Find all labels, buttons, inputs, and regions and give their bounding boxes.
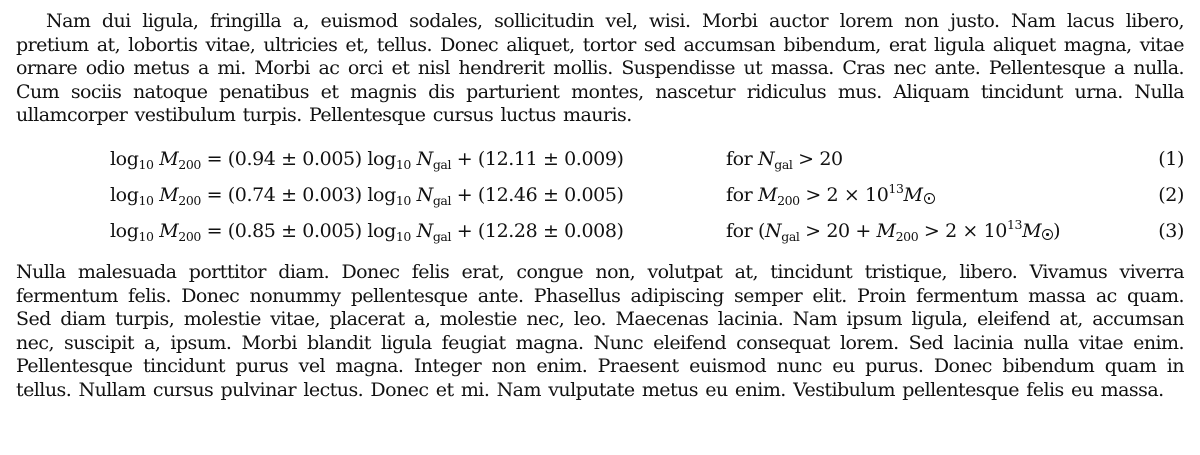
paragraph-intro: Nam dui ligula, fringilla a, euismod sodales, sollicitudin vel, wisi. Morbi auctor lorem non justo. Nam lacus libero, pretium at, lobortis vitae, ultricies et, tellus. Donec aliquet, tortor sed accumsan bibendum, erat ligula aliquet magna, vitae ornare odio metus a mi. Morbi ac orci et nisl hendrerit mollis. Suspendisse ut massa. Cras nec ante. Pellentesque a nulla. Cum sociis natoque penatibus et magnis dis parturient montes, nascetur ridiculus mus. Aliquam tincidunt urna. Nulla ullamcorper vestibulum turpis. Pellentesque cursus luctus mauris. xyxy=(16,10,1184,127)
equation-3-formula: $\log_{10} M_{200} = (0.85 \pm 0.005)$ $\log_{10} N_{gal} + (12.28 \pm 0.008)$ xyxy=(110,219,624,244)
equation-3-number: (3) xyxy=(1158,219,1184,242)
equation-row-1 xyxy=(16,141,1184,177)
paragraph-outro: Nulla malesuada porttitor diam. Donec felis erat, congue non, volutpat at, tincidunt tristique, libero. Vivamus viverra fermentum felis. Donec nonummy pellentesque ante. Phasellus adipiscing semper elit. Proin fermentum massa ac quam. Sed diam turpis, molestie vitae, placerat a, molestie nec, leo. Maecenas lacinia. Nam ipsum ligula, eleifend at, accumsan nec, suscipit a, ipsum. Morbi blandit ligula feugiat magna. Nunc eleifend consequat lorem. Sed lacinia nulla vitae enim. Pellentesque tincidunt purus vel magna. Integer non enim. Praesent euismod nunc eu purus. Donec bibendum quam in tellus. Nullam cursus pulvinar lectus. Donec et mi. Nam vulputate metus eu enim. Vestibulum pellentesque felis eu massa. xyxy=(16,260,1184,401)
equation-2-number: (2) xyxy=(1158,183,1184,206)
equation-1-condition: for $N_{gal} > 20$ xyxy=(726,147,843,172)
equation-1-number: (1) xyxy=(1158,147,1184,170)
equation-2-formula: $\log_{10} M_{200} = (0.74 \pm 0.003)$ $\log_{10} N_{gal} + (12.46 \pm 0.005)$ xyxy=(110,183,624,208)
equation-block xyxy=(16,141,1184,249)
equation-1-formula: $\log_{10} M_{200} = (0.94 \pm 0.005)$ $\log_{10} N_{gal} + (12.11 \pm 0.009)$ xyxy=(110,147,624,172)
sun-symbol-icon xyxy=(1042,229,1053,240)
equation-row-2 xyxy=(16,177,1184,213)
equation-row-3 xyxy=(16,213,1184,249)
sun-symbol-icon xyxy=(924,193,935,204)
equation-3-condition: for ($N_{gal} > 20 + M_{200} > 2 \times 10^{13}M$ ) xyxy=(726,216,1061,244)
equation-2-condition: for $M_{200} > 2 \times 10^{13}M$ xyxy=(726,177,935,213)
